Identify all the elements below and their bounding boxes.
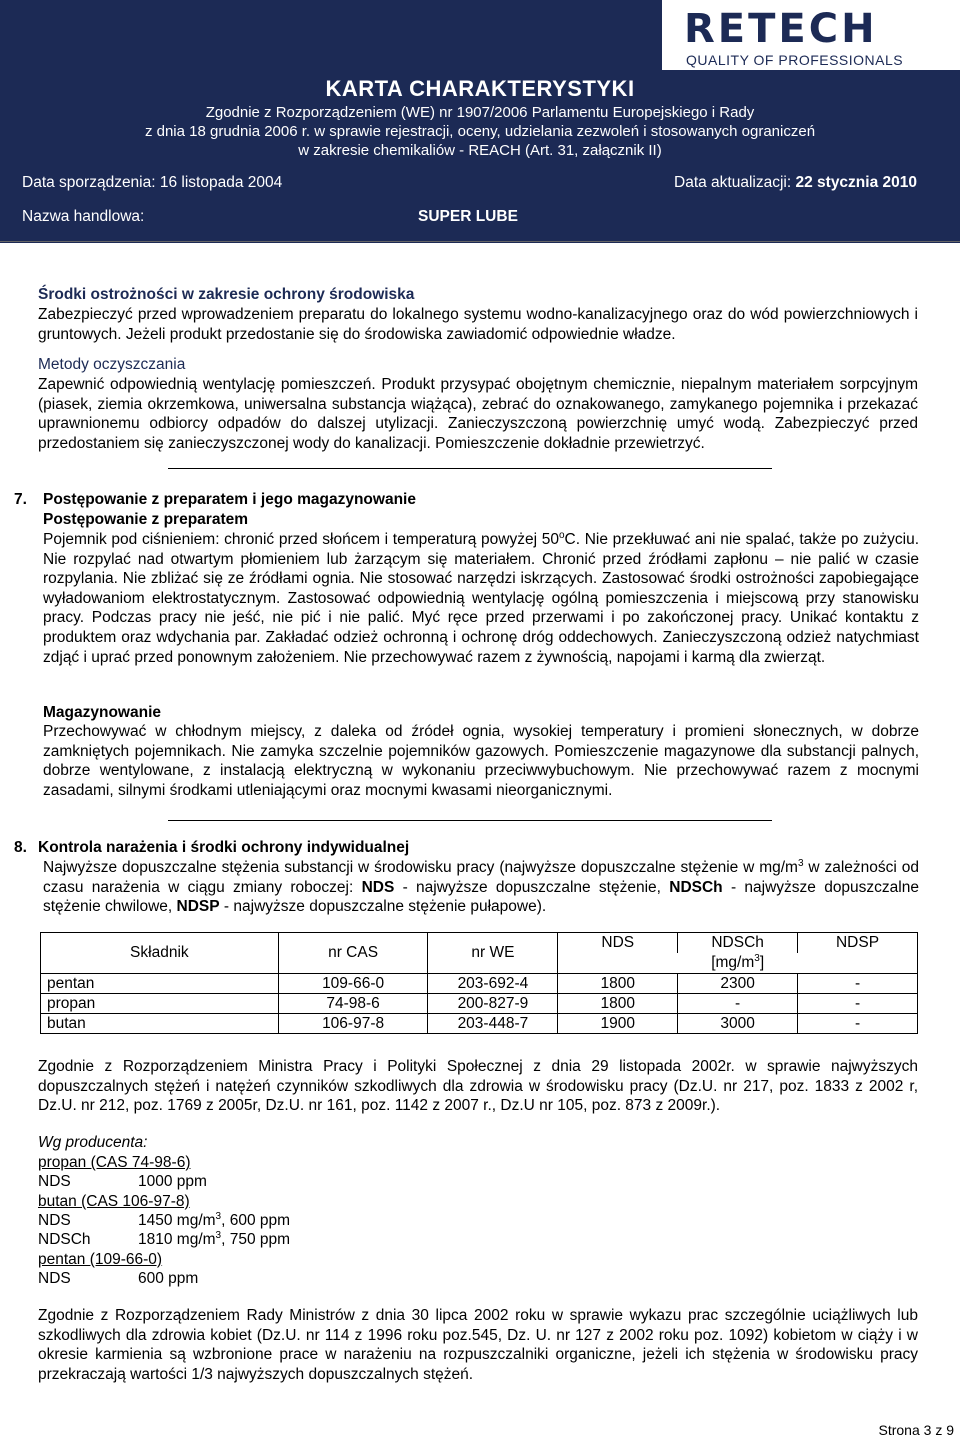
pentan-nds: NDS 600 ppm (38, 1270, 199, 1287)
table-row: butan 106-97-8 203-448-7 1900 3000 - (41, 1014, 918, 1034)
updated-label: Data aktualizacji: (674, 174, 792, 191)
document-title: KARTA CHARAKTERYSTYKI (325, 76, 635, 101)
prepared-date: Data sporządzenia: 16 listopada 2004 (22, 174, 283, 191)
header-ndsp: NDSP (798, 933, 918, 954)
header-cas: nr CAS (278, 933, 428, 974)
updated-date (674, 174, 917, 192)
butan-nds: NDS 1450 $mg/m^3$, 600 ppm (38, 1210, 291, 1229)
exposure-intro: Najwyższe dopuszczalne stężenia substancji w środowisku pracy (najwyższe dopuszczalne stężenie w $mg/m^3$ w zależności od czasu narażenia w ciągu zmiany roboczej: NDS - najwyższe dopuszczalne stężenie, NDSCh - najwyższe dopuszczalne stężenie chwilowe, NDSP - najwyższe dopuszczalne stężenie pułapowe). (43, 857, 919, 916)
section-8-title: Kontrola narażenia i środki ochrony indywidualnej (38, 839, 410, 856)
updated-value: 22 stycznia 2010 (795, 174, 917, 191)
pentan-heading: pentan (109-66-0) (38, 1251, 163, 1268)
table-row: propan 74-98-6 200-827-9 1800 - - (41, 994, 918, 1014)
trade-name-label: Nazwa handlowa: (22, 208, 145, 225)
regulation-line-1: Zgodnie z Rozporządzeniem (WE) nr 1907/2006 Parlamentu Europejskiego i Rady (205, 104, 755, 121)
header-we: nr WE (428, 933, 558, 974)
butan-ndsch: NDSCh 1810 $mg/m^3$, 750 ppm (38, 1229, 291, 1248)
company-logo: RETECH (684, 6, 878, 52)
handling-heading: Postępowanie z preparatem (43, 511, 249, 528)
env-text: Zabezpieczyć przed wprowadzeniem preparatu do lokalnego systemu wodno-kanalizacyjnego oraz do wód powierzchniowych i gruntowych. Jeżeli produkt przedostanie się do środowiska zawiadomić odpowiednie władze. (38, 306, 918, 343)
cleanup-heading: Metody oczyszczania (38, 356, 186, 373)
regulation-line-2: z dnia 18 grudnia 2006 r. w sprawie rejestracji, oceny, udzielania zezwoleń i stosowanych ograniczeń (144, 123, 816, 140)
page-number: Strona 3 z 9 (878, 1422, 954, 1438)
env-heading: Środki ostrożności w zakresie ochrony środowiska (38, 286, 415, 303)
section-divider (168, 820, 772, 821)
header-component: Składnik (41, 933, 279, 974)
regulation-line-3: w zakresie chemikaliów - REACH (Art. 31, załącznik II) (298, 142, 662, 159)
propan-heading: propan (CAS 74-98-6) (38, 1154, 191, 1171)
handling-text: Pojemnik pod ciśnieniem: chronić przed słońcem i temperaturą powyżej 50$^o$C. Nie przekłuwać ani nie spalać, także po zużyciu. Nie rozpylać nad otwartym płomieniem lub żarzącym się materiałem. Chronić przed źródłami zapłonu – nie palić w czasie rozpylania. Nie zbliżać się ze źródłami ognia. Nie stosować narzędzi iskrzących. Zastosować środki ostrożności zapobiegające wyładowaniom elektrostatycznym. Zastosować odpowiednią wentylację ogólną pomieszczenia i miejscową przy stanowisku pracy. Podczas pracy nie jeść, nie pić i nie palić. Myć ręce przed przerwami i po zakończonej pracy. Unikać kontaktu z produktem oraz wdychania par. Zakładać odzież ochronną i ochronę dróg oddechowych. Zanieczyszczoną odzież natychmiast zdjąć i uprać przed ponownym założeniem. Nie przechowywać razem z żywnością, napojami i karmą dla zwierząt. (43, 529, 920, 666)
section-divider (168, 468, 772, 469)
cleanup-text: Zapewnić odpowiednią wentylację pomieszczeń. Produkt przysypać obojętnym chemicznie, niepalnym materiałem sorpcyjnym (piasek, ziemia okrzemkowa, uniwersalna substancja wiążąca), zebrać do oznakowanego, zamykanego pojemnika i przekazać uprawnionemu odbiorcy odpadów do dalszej utylizacji. Zanieczyszczoną powierzchnię umyć wodą. Zabezpieczyć przed przedostaniem się zanieczyszczonej wody do kanalizacji. Pomieszczenie dokładnie przewietrzyć. (38, 376, 918, 452)
header-ndsch: NDSCh (678, 933, 798, 954)
producer-heading: Wg producenta: (38, 1134, 148, 1151)
header-divider (0, 241, 960, 242)
butan-heading: butan (CAS 106-97-8) (38, 1193, 190, 1210)
trade-name-value: SUPER LUBE (418, 208, 518, 225)
legal-reference-1: Zgodnie z Rozporządzeniem Ministra Pracy i Polityki Społecznej z dnia 29 listopada 2002r. w sprawie najwyższych dopuszczalnych stężeń i natężeń czynników szkodliwych dla zdrowia w środowisku pracy (Dz.U. nr 217, poz. 1833 z 2002 r, Dz.U. nr 212, poz. 1769 z 2005r, Dz.U. nr 161, poz. 1142 z 2007 r., Dz.U nr 105, poz. 873 z 2009r.). (38, 1058, 918, 1115)
table-row: pentan 109-66-0 203-692-4 1800 2300 - (41, 974, 918, 994)
logo-tagline: QUALITY OF PROFESSIONALS (686, 52, 904, 68)
section-7-number: 7. (14, 491, 27, 508)
header-nds: NDS (558, 933, 678, 954)
storage-heading: Magazynowanie (43, 704, 161, 721)
unit-cell: $[mg/m^3]$ (558, 953, 918, 974)
storage-text: Przechowywać w chłodnym miejscy, z daleka od źródeł ognia, wysokiej temperatury i promieni słonecznych, w dobrze zamkniętych pojemnikach. Nie zamyka szczelnie pojemników gazowych. Pomieszczenie magazynowe dla substancji palnych, dobrze wentylowane, z instalacją elektryczną w wykonaniu przeciwwybuchowym. Nie przechowywać razem z mocnymi zasadami, silnymi środkami utleniającymi oraz mocnymi kwasami nieorganicznymi. (43, 723, 919, 799)
section-7-title: Postępowanie z preparatem i jego magazynowanie (43, 491, 416, 508)
propan-nds: NDS 1000 ppm (38, 1173, 207, 1190)
section-8-number: 8. (14, 839, 27, 856)
exposure-limits-table (40, 932, 918, 1034)
legal-reference-2: Zgodnie z Rozporządzeniem Rady Ministrów z dnia 30 lipca 2002 roku w sprawie wykazu prac szczególnie uciążliwych lub szkodliwych dla zdrowia kobiet (Dz.U. nr 114 z 1996 roku poz.545, Dz. U. nr 127 z 2002 roku poz. 1092) kobietom w ciąży i w okresie karmienia są wzbronione prace w narażeniu na rozpuszczalniki organiczne, jeżeli ich stężenia w środowisku pracy przekraczają wartości 1/3 najwyższych dopuszczalnych stężeń. (38, 1307, 918, 1383)
